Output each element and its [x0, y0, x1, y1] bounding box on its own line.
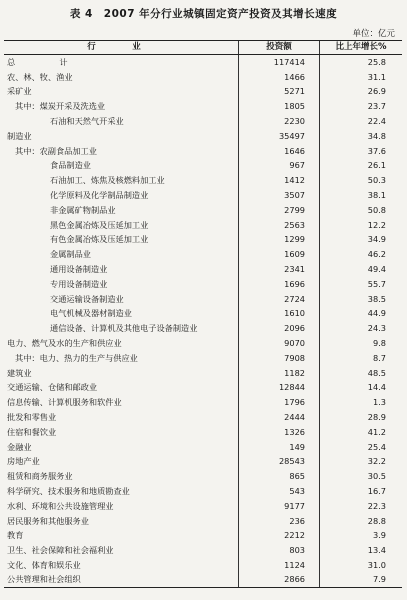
investment-cell: 1466 [239, 69, 320, 84]
industry-cell: 通用设备制造业 [50, 263, 108, 274]
table-row [4, 291, 402, 306]
investment-cell: 1182 [239, 365, 320, 380]
growth-cell: 41.2 [320, 424, 403, 439]
table-row [4, 572, 402, 587]
table-row [4, 410, 402, 425]
table-row [4, 439, 402, 454]
table-row [4, 321, 402, 336]
table-row [4, 232, 402, 247]
industry-cell: 制造业 [7, 130, 32, 141]
growth-cell: 8.7 [320, 350, 403, 365]
growth-cell: 13.4 [320, 543, 403, 558]
investment-cell: 3507 [239, 188, 320, 203]
industry-cell: 租赁和商务服务业 [7, 471, 73, 482]
table-row [4, 114, 402, 129]
table-row [4, 143, 402, 158]
table-row [4, 306, 402, 321]
growth-cell: 7.9 [320, 572, 403, 587]
growth-cell: 38.5 [320, 291, 403, 306]
growth-cell: 50.3 [320, 173, 403, 188]
growth-cell: 32.2 [320, 454, 403, 469]
growth-cell: 30.5 [320, 469, 403, 484]
growth-cell: 50.8 [320, 202, 403, 217]
investment-cell: 1299 [239, 232, 320, 247]
industry-cell: 科学研究、技术服务和地质勘查业 [7, 485, 130, 496]
table-row [4, 84, 402, 99]
industry-cell: 批发和零售业 [7, 411, 57, 422]
investment-cell: 2230 [239, 114, 320, 129]
investment-cell: 9070 [239, 336, 320, 351]
growth-cell: 14.4 [320, 380, 403, 395]
table-row [4, 202, 402, 217]
table-row [4, 380, 402, 395]
industry-cell: 信息传输、计算机服务和软件业 [7, 397, 122, 408]
industry-cell: 其中：电力、热力的生产与供应业 [15, 352, 138, 363]
table-row [4, 173, 402, 188]
table-row [4, 424, 402, 439]
table-row [4, 262, 402, 277]
industry-cell: 黑色金属冶炼及压延加工业 [50, 219, 149, 230]
investment-cell: 12844 [239, 380, 320, 395]
investment-cell: 2563 [239, 217, 320, 232]
growth-cell: 25.8 [320, 55, 403, 70]
investment-cell: 2096 [239, 321, 320, 336]
growth-cell: 37.6 [320, 143, 403, 158]
investment-cell: 865 [239, 469, 320, 484]
investment-cell: 7908 [239, 350, 320, 365]
table-row [4, 188, 402, 203]
industry-cell: 化学原料及化学制品制造业 [50, 189, 149, 200]
industry-cell: 文化、体育和娱乐业 [7, 559, 81, 570]
table-header-row [4, 41, 402, 55]
industry-cell: 其中：农副食品加工业 [15, 145, 97, 156]
investment-cell: 1696 [239, 276, 320, 291]
investment-cell: 1805 [239, 99, 320, 114]
header-investment: 投资额 [239, 41, 320, 55]
table-row [4, 469, 402, 484]
table-row [4, 558, 402, 573]
investment-cell: 5271 [239, 84, 320, 99]
growth-cell: 12.2 [320, 217, 403, 232]
table-row [4, 484, 402, 499]
investment-cell: 2212 [239, 528, 320, 543]
growth-cell: 31.1 [320, 69, 403, 84]
growth-cell: 38.1 [320, 188, 403, 203]
growth-cell: 22.4 [320, 114, 403, 129]
table-row [4, 498, 402, 513]
investment-cell: 2724 [239, 291, 320, 306]
industry-cell: 石油和天然气开采业 [50, 115, 124, 126]
growth-cell: 3.9 [320, 528, 403, 543]
industry-cell: 水利、环境和公共设施管理业 [7, 500, 114, 511]
table-row [4, 350, 402, 365]
table-row [4, 336, 402, 351]
growth-cell: 34.8 [320, 128, 403, 143]
growth-cell: 48.5 [320, 365, 403, 380]
growth-cell: 44.9 [320, 306, 403, 321]
industry-cell: 建筑业 [7, 367, 32, 378]
industry-cell: 交通运输设备制造业 [50, 293, 124, 304]
growth-cell: 23.7 [320, 99, 403, 114]
growth-cell: 49.4 [320, 262, 403, 277]
investment-cell: 967 [239, 158, 320, 173]
industry-cell: 交通运输、仓储和邮政业 [7, 382, 98, 393]
industry-cell: 总 计 [7, 57, 86, 68]
table-row [4, 69, 402, 84]
industry-cell: 房地产业 [7, 456, 40, 467]
investment-table [4, 40, 402, 588]
table-row [4, 454, 402, 469]
growth-cell: 26.9 [320, 84, 403, 99]
investment-cell: 803 [239, 543, 320, 558]
table-row [4, 55, 402, 70]
industry-cell: 采矿业 [7, 86, 32, 97]
growth-cell: 55.7 [320, 276, 403, 291]
table-row [4, 217, 402, 232]
table-row [4, 128, 402, 143]
industry-cell: 卫生、社会保障和社会福利业 [7, 545, 114, 556]
table-row [4, 99, 402, 114]
unit-label: 单位：亿元 [352, 29, 395, 39]
industry-cell: 金属制品业 [50, 249, 91, 260]
investment-cell: 117414 [239, 55, 320, 70]
table-row [4, 528, 402, 543]
investment-cell: 1124 [239, 558, 320, 573]
investment-cell: 9177 [239, 498, 320, 513]
investment-cell: 1326 [239, 424, 320, 439]
industry-cell: 有色金属冶炼及压延加工业 [50, 234, 149, 245]
investment-cell: 2866 [239, 572, 320, 587]
industry-cell: 其中：煤炭开采及洗选业 [15, 101, 106, 112]
industry-cell: 石油加工、炼焦及核燃料加工业 [50, 175, 165, 186]
growth-cell: 16.7 [320, 484, 403, 499]
industry-cell: 农、林、牧、渔业 [7, 71, 73, 82]
industry-cell: 非金属矿物制品业 [50, 204, 116, 215]
industry-cell: 居民服务和其他服务业 [7, 515, 89, 526]
industry-cell: 专用设备制造业 [50, 278, 108, 289]
table-row [4, 365, 402, 380]
growth-cell: 1.3 [320, 395, 403, 410]
growth-cell: 31.0 [320, 558, 403, 573]
growth-cell: 9.8 [320, 336, 403, 351]
growth-cell: 28.9 [320, 410, 403, 425]
industry-cell: 教育 [7, 530, 24, 541]
table-row [4, 276, 402, 291]
table-row [4, 395, 402, 410]
investment-cell: 543 [239, 484, 320, 499]
investment-cell: 35497 [239, 128, 320, 143]
industry-cell: 通信设备、计算机及其他电子设备制造业 [50, 323, 198, 334]
industry-cell: 电气机械及器材制造业 [50, 308, 132, 319]
table-title: 表 4 2007 年分行业城镇固定资产投资及其增长速度 [69, 8, 338, 20]
investment-cell: 2341 [239, 262, 320, 277]
investment-cell: 149 [239, 439, 320, 454]
investment-cell: 1412 [239, 173, 320, 188]
growth-cell: 26.1 [320, 158, 403, 173]
growth-cell: 46.2 [320, 247, 403, 262]
header-growth: 比上年增长% [320, 41, 403, 55]
investment-cell: 236 [239, 513, 320, 528]
industry-cell: 食品制造业 [50, 160, 91, 171]
growth-cell: 28.8 [320, 513, 403, 528]
investment-cell: 2799 [239, 202, 320, 217]
industry-cell: 住宿和餐饮业 [7, 426, 57, 437]
industry-cell: 公共管理和社会组织 [4, 572, 239, 587]
investment-cell: 1609 [239, 247, 320, 262]
table-row [4, 247, 402, 262]
growth-cell: 25.4 [320, 439, 403, 454]
investment-cell: 28543 [239, 454, 320, 469]
investment-cell: 1646 [239, 143, 320, 158]
growth-cell: 24.3 [320, 321, 403, 336]
growth-cell: 34.9 [320, 232, 403, 247]
table-row [4, 158, 402, 173]
industry-cell: 金融业 [7, 441, 32, 452]
industry-cell: 电力、燃气及水的生产和供应业 [7, 337, 122, 348]
header-industry: 行 业 [4, 41, 239, 55]
growth-cell: 22.3 [320, 498, 403, 513]
investment-cell: 1610 [239, 306, 320, 321]
table-row [4, 543, 402, 558]
table-row [4, 513, 402, 528]
investment-cell: 2444 [239, 410, 320, 425]
investment-cell: 1796 [239, 395, 320, 410]
